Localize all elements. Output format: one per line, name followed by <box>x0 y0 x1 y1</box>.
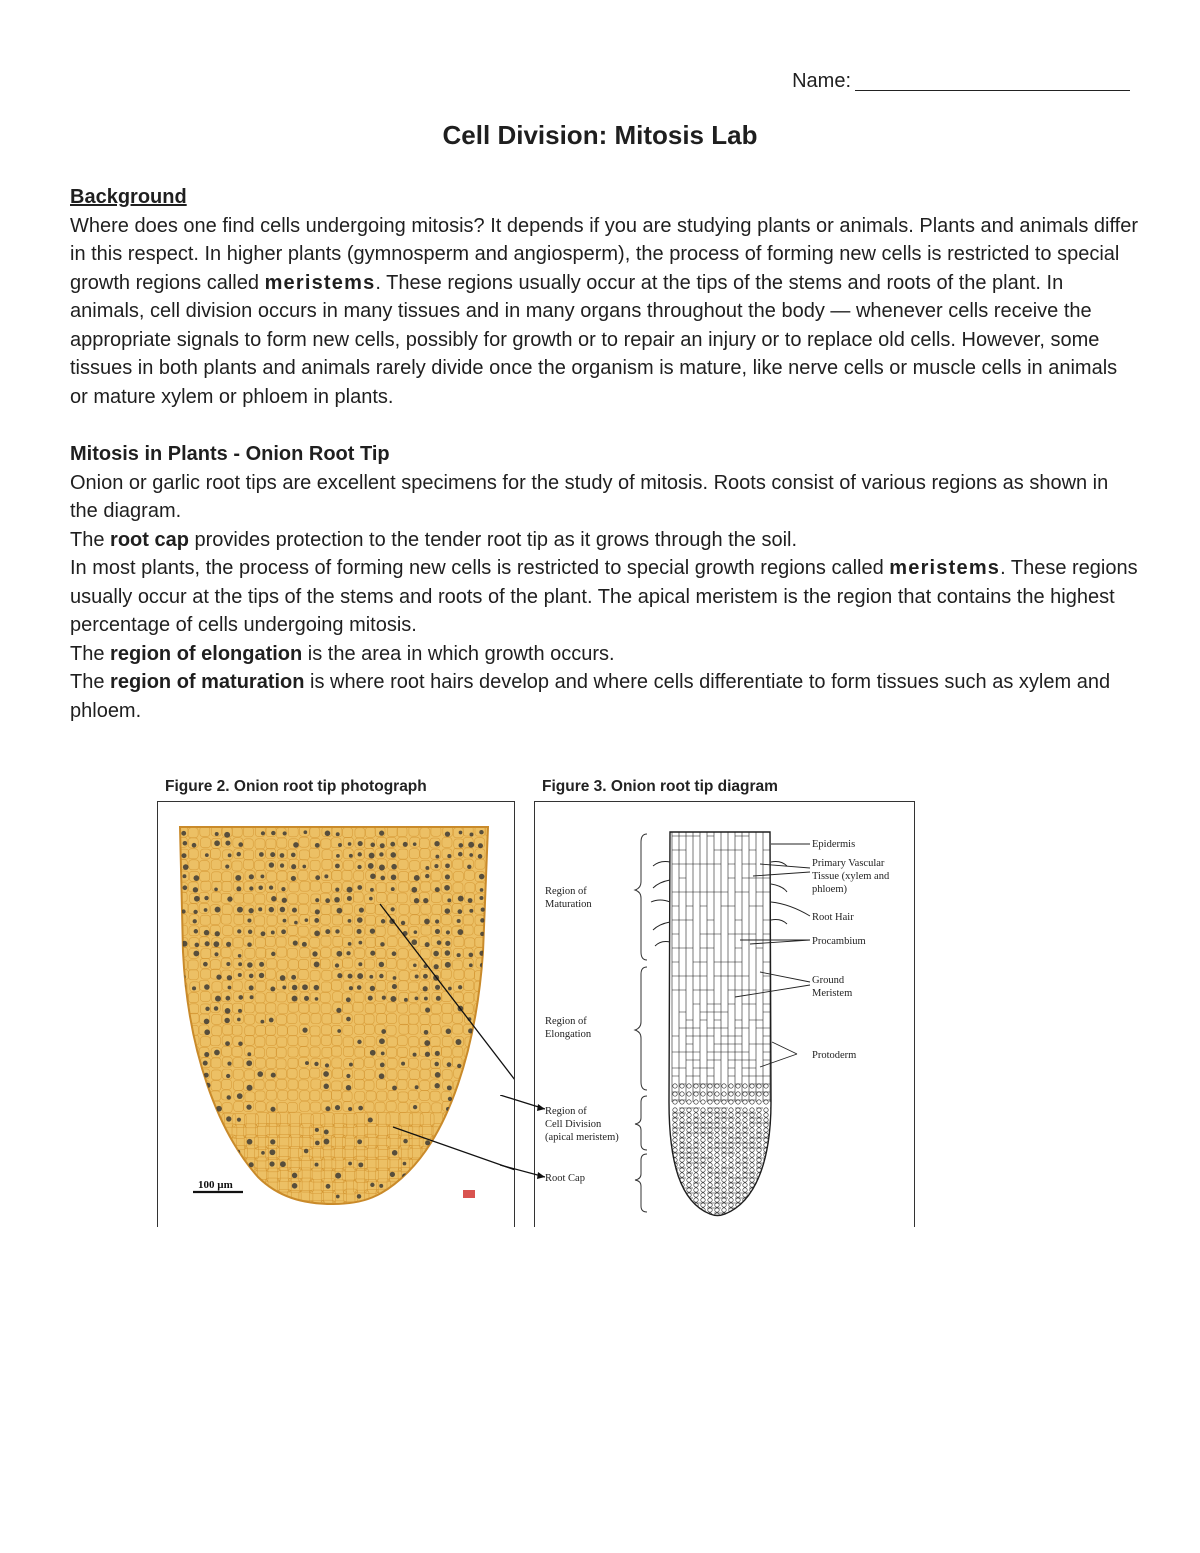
figure2-photograph <box>157 801 515 1227</box>
figure2-caption: Figure 2. Onion root tip photograph <box>165 778 427 795</box>
name-field <box>792 70 1130 93</box>
plants-paragraph-4: The region of elongation is the area in which growth occurs. <box>70 642 615 665</box>
background-paragraph <box>70 212 1140 412</box>
label-vascular-line1: Primary Vascular <box>812 858 885 869</box>
figure3-caption: Figure 3. Onion root tip diagram <box>542 778 778 795</box>
term-region-of-elongation: region of elongation <box>110 642 303 665</box>
plants-heading: Mitosis in Plants - Onion Root Tip <box>70 443 390 465</box>
label-root-hair: Root Hair <box>812 912 854 923</box>
plants-paragraph-3: In most plants, the process of forming new cells is restricted to special growth regions called meristems. These regions usually occur at the tips of the stems and roots of the plant. The apical meristem is the region that contains the highest percentage of cells undergoing mitosis. <box>70 557 1138 636</box>
label-vascular-line3: phloem) <box>812 884 847 895</box>
plants-paragraph-1: Onion or garlic root tips are excellent specimens for the study of mitosis. Roots consist of various regions as shown in the diagram. <box>70 471 1109 522</box>
label-vascular-line2: Tissue (xylem and <box>812 871 890 882</box>
plants-paragraph-2: The root cap provides protection to the tender root tip as it grows through the soil. <box>70 528 798 551</box>
page-title: Cell Division: Mitosis Lab <box>442 120 758 150</box>
photo-corner-mark <box>463 1190 475 1198</box>
label-ground-meristem-line2: Meristem <box>812 988 853 999</box>
plants-paragraph-5: The region of maturation is where root hairs develop and where cells differentiate to form tissues such as xylem and phloem. <box>70 671 1111 722</box>
figure3-diagram <box>534 801 915 1227</box>
background-section <box>70 183 1140 411</box>
onion-root-photo-image <box>158 802 514 1227</box>
label-region-elongation-line1: Region of <box>545 1016 587 1027</box>
scale-bar-label: 100 µm <box>198 1179 233 1191</box>
label-ground-meristem-line1: Ground <box>812 975 845 986</box>
background-text-1: Where does one find cells undergoing mitosis? It depends if you are studying plants or animals. Plants and animals differ in this respect. In higher plants (gymnosperm and angiosperm), the process of forming new cells is restricted to special growth regions called <box>70 214 1139 294</box>
plants-section <box>70 440 1140 725</box>
label-region-division-line1: Region of <box>545 1106 587 1117</box>
background-term-meristems: meristems <box>264 271 376 294</box>
label-procambium: Procambium <box>812 936 866 947</box>
region-braces <box>635 834 647 1212</box>
label-region-division-line3: (apical meristem) <box>545 1132 619 1143</box>
figure-connector-lines <box>500 1095 550 1185</box>
term-root-cap: root cap <box>110 528 189 551</box>
name-blank-line[interactable] <box>855 70 1130 91</box>
label-epidermis: Epidermis <box>812 839 856 850</box>
label-region-maturation-line1: Region of <box>545 886 587 897</box>
background-text-2: . These regions usually occur at the tips of the stems and roots of the plant. In animals, cell division occurs in many tissues and in many organs throughout the body — whenever cells receive the appropriate signals to form new cells, possibly for growth or to repair an injury or to replace old cells. However, some tissues in both plants and animals rarely divide once the organism is mature, like nerve cells or muscle cells in animals or mature xylem or phloem in plants. <box>70 271 1118 408</box>
background-heading: Background <box>70 186 187 208</box>
label-region-elongation-line2: Elongation <box>545 1029 592 1040</box>
label-region-division-line2: Cell Division <box>545 1119 602 1130</box>
label-region-maturation-line2: Maturation <box>545 899 592 910</box>
term-region-of-maturation: region of maturation <box>110 671 305 693</box>
label-root-cap: Root Cap <box>545 1173 585 1184</box>
onion-root-diagram-image <box>535 802 914 1227</box>
label-protoderm: Protoderm <box>812 1050 857 1061</box>
name-label: Name: <box>792 70 851 92</box>
term-meristems: meristems <box>889 557 1001 579</box>
